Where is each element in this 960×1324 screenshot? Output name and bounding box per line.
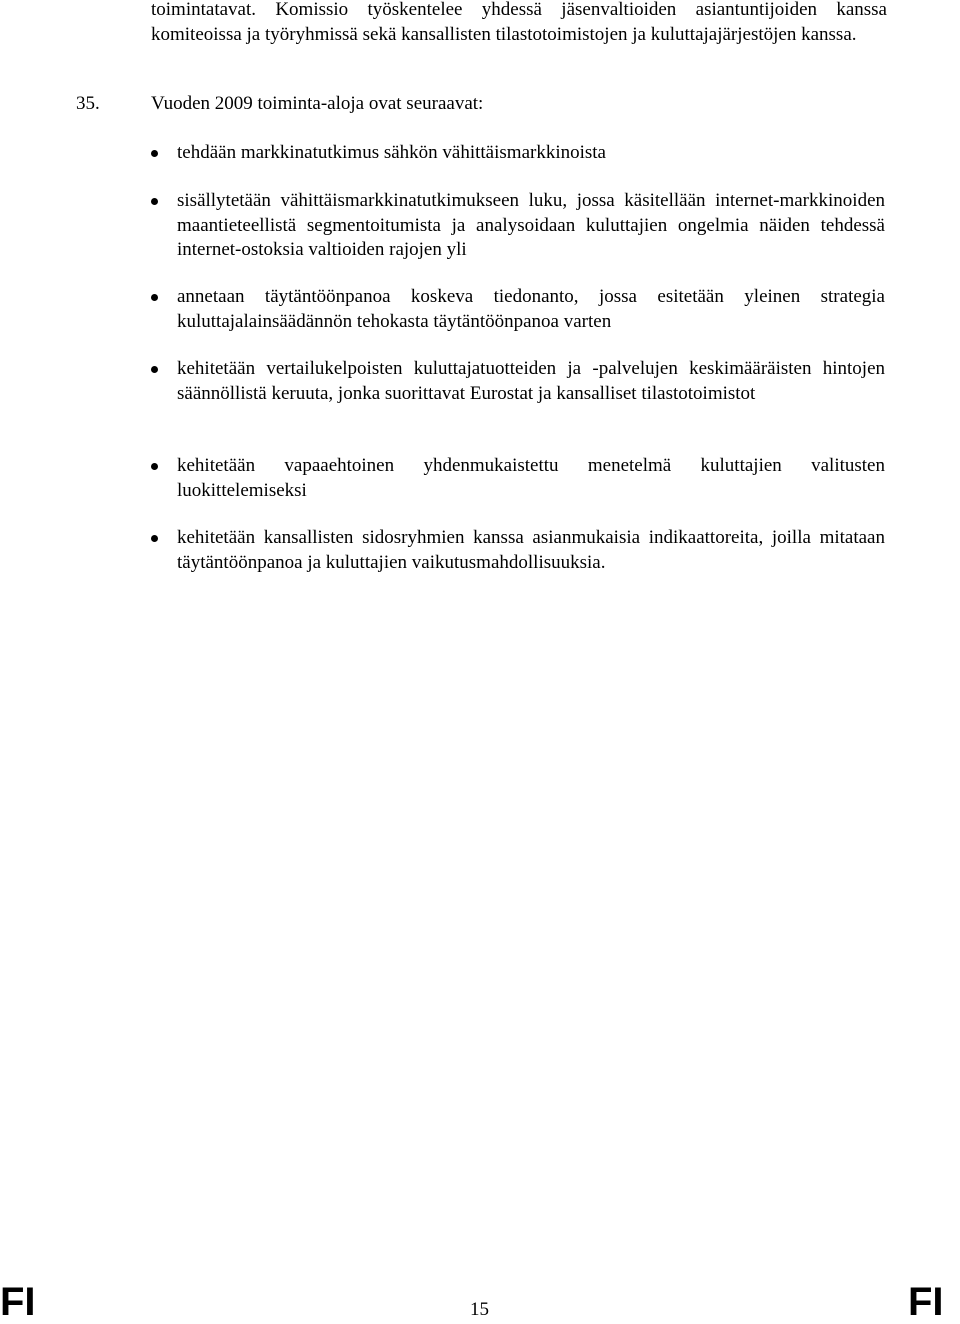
footer-language-code-right: FI [908, 1280, 944, 1324]
list-item-text: sisällytetään vähittäismarkkinatutkimukseen luku, jossa käsitellään internet-markkinoiden maantieteellistä segmentoitumista ja analysoidaan kuluttajien ongelmia näiden tehdessä internet-ostoksia valtioiden rajojen yli [177, 190, 885, 260]
bullet-icon [151, 150, 158, 157]
list-item [177, 526, 885, 575]
paragraph-lead: Vuoden 2009 toiminta-aloja ovat seuraavat: [151, 93, 484, 114]
bullet-icon [151, 198, 158, 205]
list-item-text: tehdään markkinatutkimus sähkön vähittäismarkkinoista [177, 142, 606, 163]
list-item [177, 357, 885, 406]
bullet-icon [151, 463, 158, 470]
bullet-icon [151, 366, 158, 373]
list-item-text: annetaan täytäntöönpanoa koskeva tiedonanto, jossa esitetään yleinen strategia kuluttajalainsäädännön tehokasta täytäntöönpanoa varten [177, 286, 885, 332]
list-item [177, 189, 885, 263]
list-item-text: kehitetään kansallisten sidosryhmien kanssa asianmukaisia indikaattoreita, joilla mitataan täytäntöönpanoa ja kuluttajien vaikutusmahdollisuuksia. [177, 527, 885, 573]
intro-paragraph: toimintatavat. Komissio työskentelee yhdessä jäsenvaltioiden asiantuntijoiden kanssa komiteoissa ja työryhmissä sekä kansallisten tilastotoimistojen ja kuluttajajärjestöjen kanssa. [151, 0, 887, 45]
list-item [177, 285, 885, 334]
bullet-icon [151, 535, 158, 542]
list-item-text: kehitetään vertailukelpoisten kuluttajatuotteiden ja -palvelujen keskimääräisten hintojen säännöllistä keruuta, jonka suorittavat Eurostat ja kansalliset tilastotoimistot [177, 358, 885, 404]
list-item [177, 454, 885, 503]
list-item [177, 141, 885, 166]
bullet-icon [151, 294, 158, 301]
paragraph-number: 35. [76, 93, 100, 114]
page-number: 15 [470, 1299, 489, 1320]
list-item-text: kehitetään vapaaehtoinen yhdenmukaistettu menetelmä kuluttajien valitusten luokittelemiseksi [177, 455, 885, 501]
footer-language-code-left: FI [0, 1280, 36, 1324]
